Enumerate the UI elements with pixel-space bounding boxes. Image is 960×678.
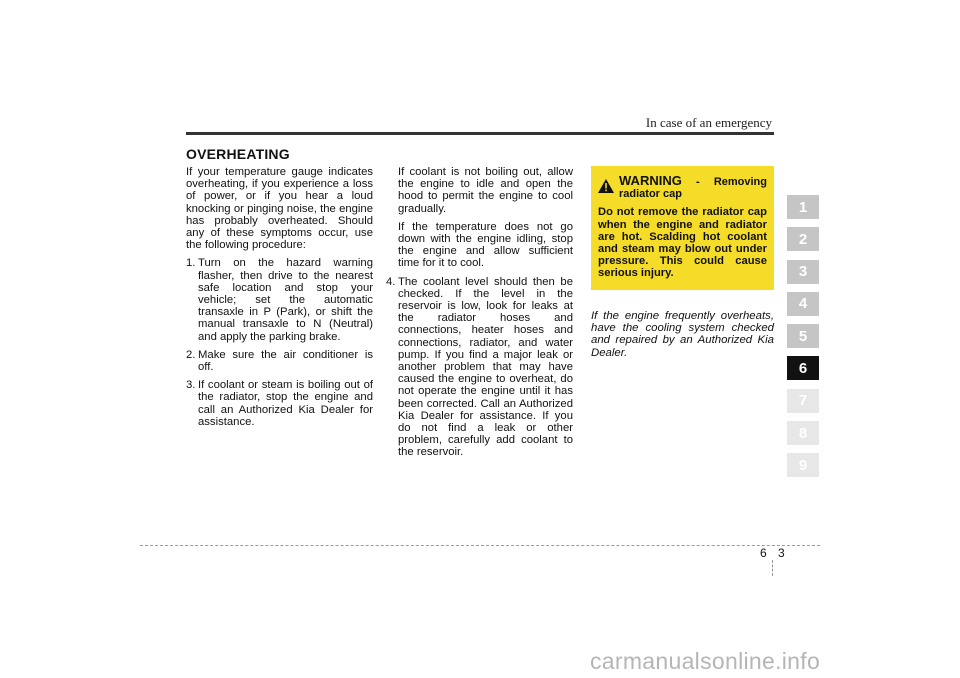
list-item — [186, 349, 373, 373]
list-item — [186, 257, 373, 342]
list-text: Make sure the air conditioner is off. — [198, 348, 373, 374]
warning-triangle-icon — [598, 179, 614, 193]
warning-subtitle: - Removing radiator cap — [619, 176, 767, 201]
intro-paragraph: If your temperature gauge indicates overheating, if you experience a loss of power, or if you hear a loud knocking or pinging noise, the engine has probably overheated. Should any of these symptoms occur, use the following procedure: — [186, 166, 373, 252]
footer-divider — [140, 545, 820, 546]
chapter-tab-9[interactable]: 9 — [787, 453, 819, 477]
chapter-tabs — [787, 195, 819, 486]
list-text: Turn on the hazard warning flasher, then drive to the nearest safe location and stop your vehicle; set the automatic transaxle in P (Park), or shift the manual transaxle to N (Neutral) and apply the parking brake. — [198, 257, 373, 343]
chapter-tab-6[interactable]: 6 — [787, 356, 819, 380]
chapter-tab-7[interactable]: 7 — [787, 389, 819, 413]
warning-title — [619, 175, 767, 200]
header-rule — [186, 132, 774, 135]
list-number: 3. — [186, 379, 196, 392]
footer-vertical-divider — [772, 560, 773, 576]
watermark: carmanualsonline.info — [590, 648, 821, 674]
paragraph: If the temperature does not go down with the engine idling, stop the engine and allow sufficient time for it to cool. — [398, 220, 573, 270]
list-number: 4. — [386, 275, 396, 288]
list-text: The coolant level should then be checked. If the level in the reservoir is low, look for leaks at the radiator hoses and connections, heater hoses and connections, radiator, and water pump. If you find a major leak or another problem that may have caused the engine to overheat, do not operate the engine until it has been corrected. Call an Authorized Kia Dealer for assistance. If you do not find a leak or other problem, carefully add coolant to the reservoir. — [398, 275, 573, 459]
page-index: 3 — [778, 546, 785, 560]
list-item — [186, 379, 373, 428]
warning-body: Do not remove the radiator cap when the engine and radiator are hot. Scalding hot coolant and steam may blow out under pressure. This could cause serious injury. — [598, 206, 767, 280]
chapter-tab-5[interactable]: 5 — [787, 324, 819, 348]
column-3 — [591, 166, 774, 359]
column-2 — [386, 166, 573, 465]
chapter-tab-8[interactable]: 8 — [787, 421, 819, 445]
chapter-tab-3[interactable]: 3 — [787, 260, 819, 284]
paragraph: If coolant is not boiling out, allow the engine to idle and open the hood to permit the engine to cool gradually. — [398, 166, 573, 215]
list-item — [386, 276, 573, 459]
column-1 — [186, 166, 373, 434]
warning-header — [598, 175, 767, 200]
page-chapter: 6 — [760, 546, 767, 560]
header-title: In case of an emergency — [645, 115, 772, 130]
chapter-tab-2[interactable]: 2 — [787, 227, 819, 251]
warning-label: WARNING — [619, 173, 682, 188]
list-text: If coolant or steam is boiling out of the radiator, stop the engine and call an Authorized Kia Dealer for assistance. — [198, 379, 373, 428]
service-note: If the engine frequently overheats, have the cooling system checked and repaired by an Authorized Kia Dealer. — [591, 309, 774, 359]
chapter-tab-1[interactable]: 1 — [787, 195, 819, 219]
list-number: 1. — [186, 257, 196, 270]
warning-box — [591, 166, 774, 290]
chapter-tab-4[interactable]: 4 — [787, 292, 819, 316]
list-number: 2. — [186, 348, 196, 361]
section-title: OVERHEATING — [186, 146, 290, 162]
